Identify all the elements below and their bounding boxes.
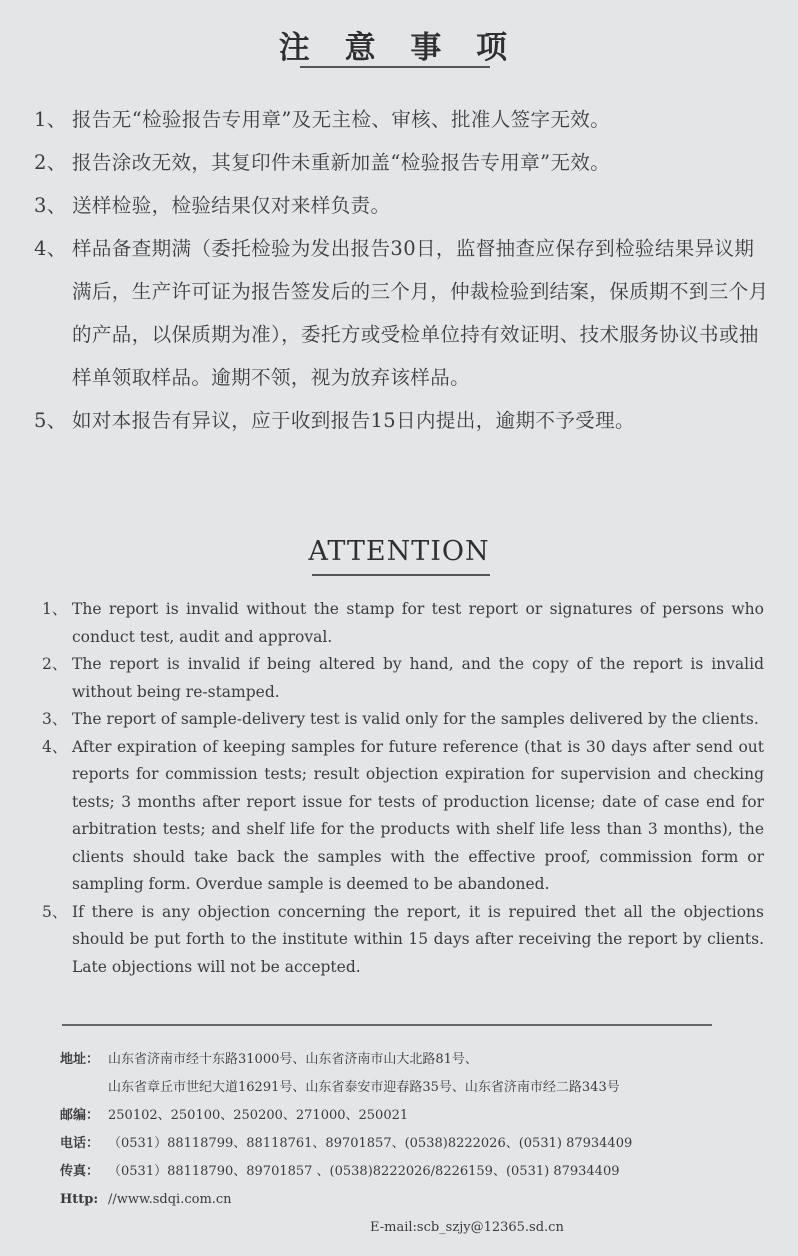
address-row: [60, 1046, 780, 1074]
phone-value: （0531）88118799、88118761、89701857、(0538)8222026、(0531) 87934409: [108, 1136, 633, 1151]
en-item-text: After expiration of keeping samples for future reference (that is 30 days after send out reports for commission tests; result objection expiration for supervision and checking tests; 3 months after report issue for tests of production license; date of case end for arbitration tests; and shelf life for the products with shelf life less than 3 months), the clients should take back the samples with the effective proof, commission form or sampling form. Overdue sample is deemed to be abandoned.: [72, 737, 764, 893]
cn-item-text: 送样检验，检验结果仅对来样负责。: [72, 194, 391, 217]
cn-item-text: 报告无“检验报告专用章”及无主检、审核、批准人签字无效。: [72, 108, 611, 131]
en-item-1: [42, 596, 764, 651]
footer-divider: [62, 1024, 712, 1026]
en-item-5: [42, 899, 764, 982]
email-value: E-mail:scb_szjy@12365.sd.cn: [370, 1220, 564, 1235]
cn-title-underline: [300, 66, 490, 68]
cn-item-text: 报告涂改无效，其复印件未重新加盖“检验报告专用章”无效。: [72, 151, 611, 174]
cn-item-4: [34, 227, 769, 399]
cn-title: 注 意 事 项: [278, 30, 520, 66]
contact-footer: [60, 1046, 780, 1242]
en-item-number: 4、: [42, 737, 68, 756]
en-item-number: 5、: [42, 902, 68, 921]
cn-item-text: 样品备查期满（委托检验为发出报告30日，监督抽查应保存到检验结果异议期满后，生产许可证为报告签发后的三个月，仲裁检验到结案，保质期不到三个月的产品，以保质期为准），委托方或受检单位持有效证明、技术服务协议书或抽样单领取样品。逾期不领，视为放弃该样品。: [72, 237, 769, 389]
en-item-number: 2、: [42, 655, 68, 673]
en-item-number: 3、: [42, 710, 68, 728]
cn-item-1: [34, 98, 769, 141]
en-item-text: The report of sample-delivery test is valid only for the samples delivered by the clients.: [72, 710, 759, 728]
website-row: [60, 1186, 780, 1214]
postcode-label: 邮编：: [60, 1108, 100, 1123]
phone-row: [60, 1130, 780, 1158]
website-value: //www.sdqi.com.cn: [108, 1192, 232, 1207]
cn-item-number: 1、: [34, 108, 67, 131]
en-title-underline: [312, 574, 490, 576]
cn-item-number: 5、: [34, 409, 67, 432]
en-item-text: If there is any objection concerning the report, it is repuired thet all the objections should be put forth to the institute within 15 days after receiving the report by clients. Late objections will not be accepted.: [72, 902, 764, 976]
cn-item-3: [34, 184, 769, 227]
cn-item-number: 3、: [34, 194, 67, 217]
cn-item-number: 2、: [34, 151, 67, 174]
address-line-2: 山东省章丘市世纪大道16291号、山东省泰安市迎春路35号、山东省济南市经二路343号: [108, 1080, 620, 1095]
en-item-3: [42, 706, 764, 734]
website-label: Http:: [60, 1192, 99, 1207]
cn-item-5: [34, 399, 769, 442]
postcode-row: [60, 1102, 780, 1130]
en-title: ATTENTION: [308, 536, 490, 567]
address-line-1: 山东省济南市经十东路31000号、山东省济南市山大北路81号、: [108, 1052, 478, 1067]
cn-item-number: 4、: [34, 237, 67, 260]
en-item-text: The report is invalid without the stamp for test report or signatures of persons who conduct test, audit and approval.: [72, 600, 764, 646]
address-label: 地址：: [60, 1052, 100, 1067]
cn-notice-list: [34, 98, 769, 442]
en-item-2: [42, 651, 764, 706]
fax-label: 传真：: [60, 1164, 100, 1179]
en-notice-list: [42, 596, 764, 981]
cn-item-text: 如对本报告有异议，应于收到报告15日内提出，逾期不予受理。: [72, 409, 635, 432]
en-item-text: The report is invalid if being altered by hand, and the copy of the report is invalid without being re-stamped.: [72, 655, 764, 701]
fax-value: （0531）88118790、89701857 、(0538)8222026/8226159、(0531) 87934409: [108, 1164, 620, 1179]
fax-row: [60, 1158, 780, 1186]
en-item-number: 1、: [42, 600, 68, 618]
phone-label: 电话：: [60, 1136, 100, 1151]
cn-item-2: [34, 141, 769, 184]
en-item-4: [42, 734, 764, 899]
postcode-value: 250102、250100、250200、271000、250021: [108, 1108, 409, 1123]
